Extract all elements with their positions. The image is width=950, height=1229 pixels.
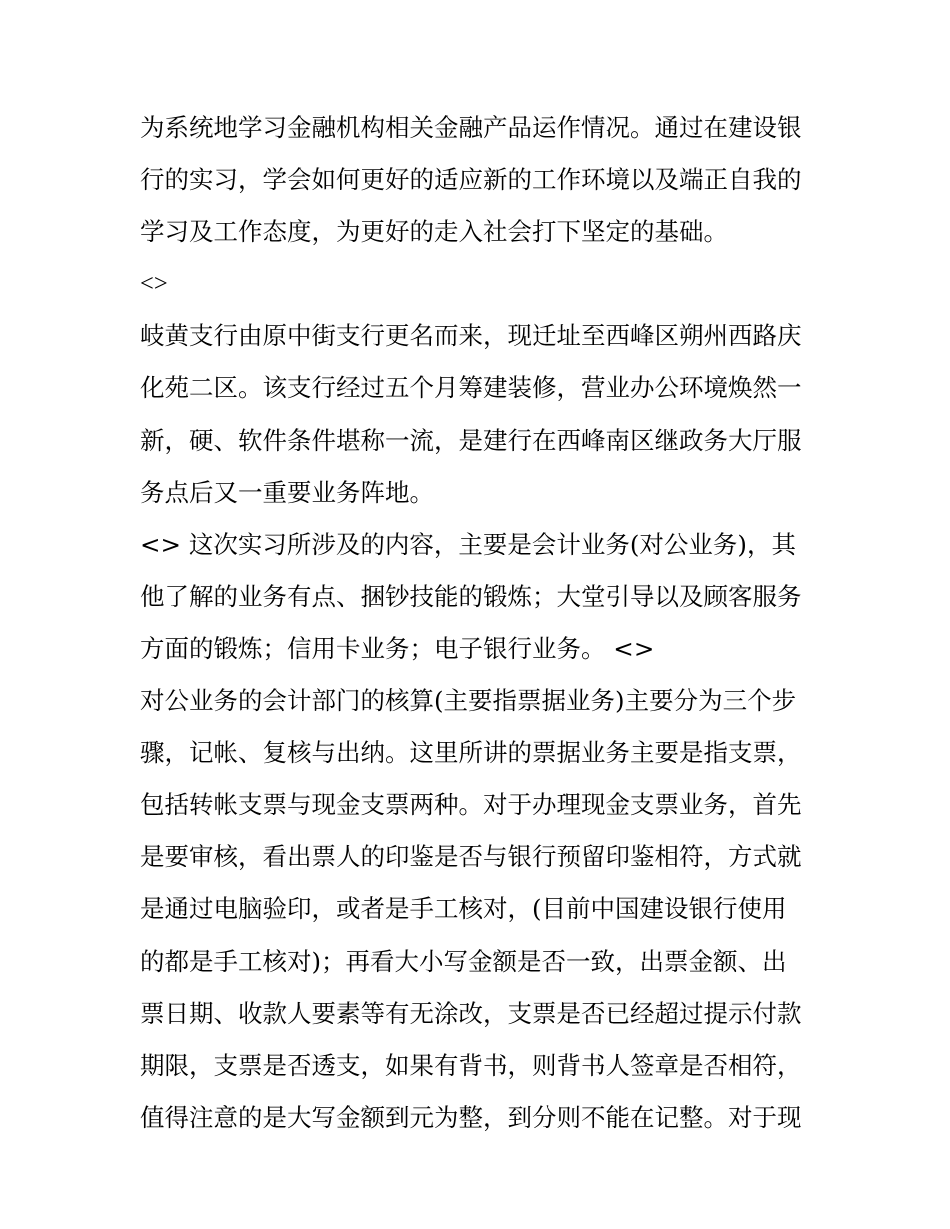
text-line: 是通过电脑验印，或者是手工核对，(目前中国建设银行使用: [140, 894, 787, 924]
text-line: 骤，记帐、复核与出纳。这里所讲的票据业务主要是指支票，: [140, 738, 802, 768]
text-line: 方面的锻炼；信用卡业务；电子银行业务。 <>: [140, 633, 655, 663]
text-line: 包括转帐支票与现金支票两种。对于办理现金支票业务，首先: [140, 790, 802, 820]
text-line: 行的实习，学会如何更好的适应新的工作环境以及端正自我的: [140, 165, 802, 195]
text-line: 为系统地学习金融机构相关金融产品运作情况。通过在建设银: [140, 113, 802, 142]
text-line: 的都是手工核对)；再看大小写金额是否一致，出票金额、出: [140, 946, 787, 976]
document-body: [140, 102, 820, 1144]
text-line: 化苑二区。该支行经过五个月筹建装修，营业办公环境焕然一: [140, 373, 802, 403]
text-line: 学习及工作态度，为更好的走入社会打下坚定的基础。: [140, 217, 728, 247]
text-line: 值得注意的是大写金额到元为整，到分则不能在记整。对于现: [140, 1102, 802, 1132]
text-line: 票日期、收款人要素等有无涂改，支票是否已经超过提示付款: [140, 998, 802, 1028]
text-line: 新，硬、软件条件堪称一流，是建行在西峰南区继政务大厅服: [140, 425, 802, 455]
text-line: <> 这次实习所涉及的内容，主要是会计业务(对公业务)，其: [140, 529, 796, 559]
text-line: 对公业务的会计部门的核算(主要指票据业务)主要分为三个步: [140, 686, 797, 716]
text-line: 是要审核，看出票人的印鉴是否与银行预留印鉴相符，方式就: [140, 842, 802, 872]
text-line: 他了解的业务有点、捆钞技能的锻炼；大堂引导以及顾客服务: [140, 581, 802, 611]
text-line: 期限，支票是否透支，如果有背书，则背书人签章是否相符，: [140, 1050, 802, 1080]
text-line-marker: <>: [140, 270, 168, 298]
text-line: 岐黄支行由原中街支行更名而来，现迁址至西峰区朔州西路庆: [140, 321, 802, 351]
text-line: 务点后又一重要业务阵地。: [140, 477, 434, 507]
